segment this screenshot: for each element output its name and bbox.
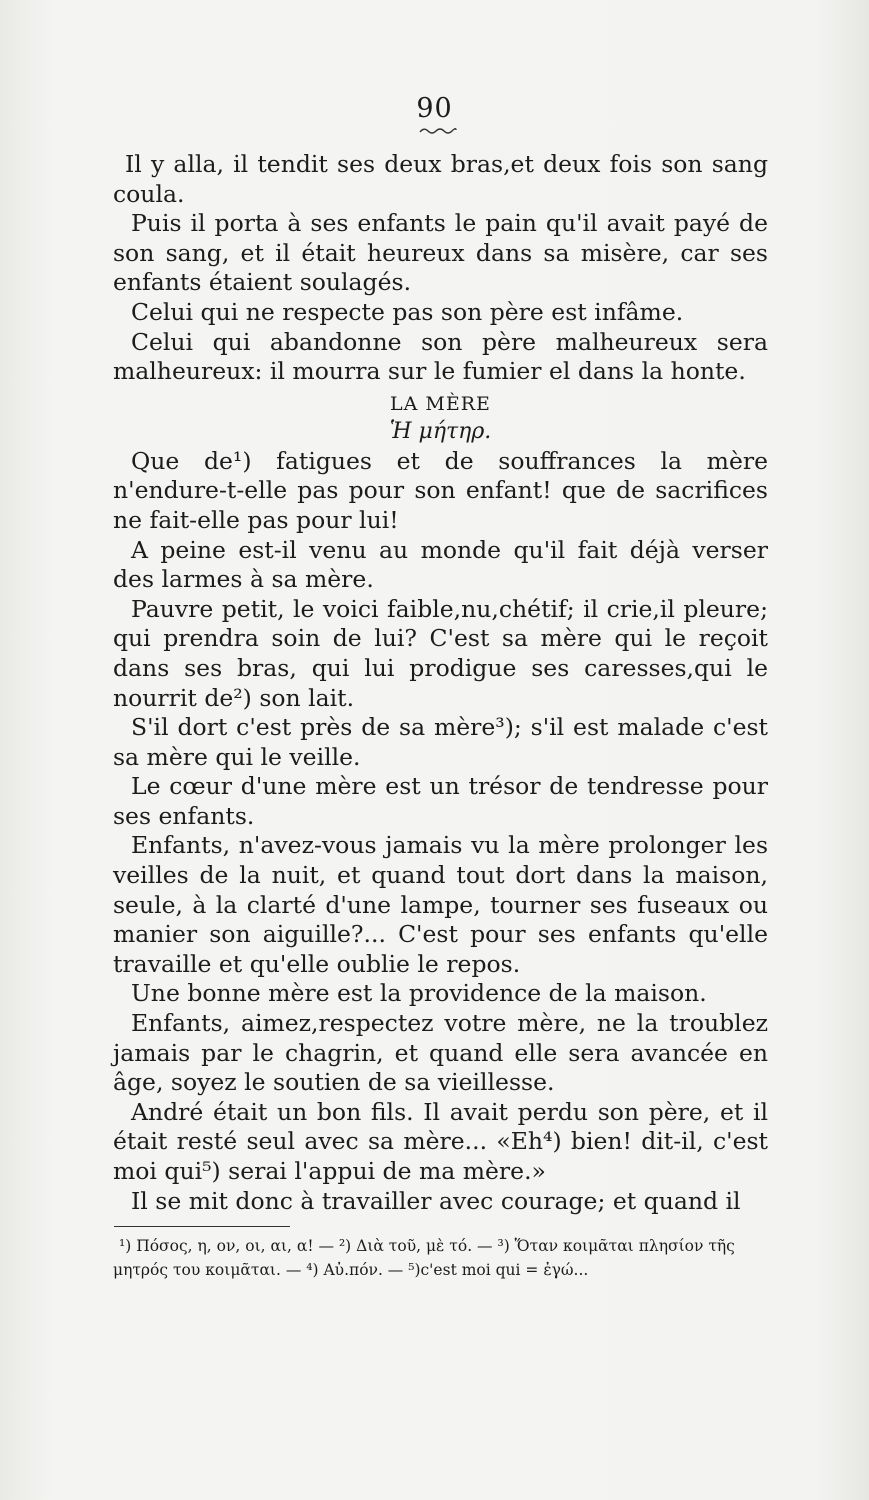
- paragraph: Que de¹) fatigues et de souffrances la mère n'endure-t-elle pas pour son enfant! que de sacrifices ne fait-elle pas pour lui!: [113, 446, 768, 534]
- page-number: 90: [416, 93, 453, 124]
- paragraph: Celui qui abandonne son père malheureux sera malheureux: il mourra sur le fumier el dans la honte.: [113, 327, 768, 386]
- paragraph: S'il dort c'est près de sa mère³); s'il est malade c'est sa mère qui le veille.: [113, 713, 768, 771]
- paragraph: Pauvre petit, le voici faible,nu,chétif; il crie,il pleure; qui prendra soin de lui? C'est sa mère qui le reçoit dans ses bras, qui lui prodigue ses caresses,qui le nourrit de²) son lait.: [113, 594, 768, 712]
- paragraph: Le cœur d'une mère est un trésor de tendresse pour ses enfants.: [113, 772, 768, 830]
- section-subheading: Ἡ μήτηρ.: [389, 418, 492, 444]
- footnotes: [113, 1234, 773, 1282]
- section-heading: LA MÈRE: [390, 392, 491, 415]
- paragraph: Il y alla, il tendit ses deux bras,et deux fois son sang coula.: [113, 150, 768, 208]
- paragraph: A peine est-il venu au monde qu'il fait déjà verser des larmes à sa mère.: [113, 535, 768, 594]
- paragraph: Celui qui ne respecte pas son père est infâme.: [131, 297, 684, 326]
- paragraph: Puis il porta à ses enfants le pain qu'il avait payé de son sang, et il était heureux dans sa misère, car ses enfants étaient soulagés.: [113, 209, 768, 297]
- paragraph: Il se mit donc à travailler avec courage; et quand il: [131, 1186, 741, 1215]
- tilde-ornament-icon: [418, 126, 458, 136]
- footnote-text: ¹) Πόσος, η, ον, οι, αι, α! — ²) Διὰ τοῦ, μὲ τό. — ³) Ὅταν κοιμᾶται πλησίον τῆς μητρός του κοιμᾶται. — ⁴) Αὐ.πόν. — ⁵)c'est moi qui = ἐγώ...: [113, 1237, 735, 1279]
- footnote-divider: [114, 1226, 290, 1227]
- body-text: [113, 150, 768, 1216]
- paragraph: Une bonne mère est la providence de la maison.: [131, 979, 707, 1008]
- paragraph: André était un bon fils. Il avait perdu son père, et il était resté seul avec sa mère... «Eh⁴) bien! dit-il, c'est moi qui⁵) serai l'appui de ma mère.»: [113, 1097, 768, 1185]
- paragraph: Enfants, aimez,respectez votre mère, ne la troublez jamais par le chagrin, et quand elle sera avancée en âge, soyez le soutien de sa vieillesse.: [113, 1009, 768, 1097]
- paragraph: Enfants, n'avez-vous jamais vu la mère prolonger les veilles de la nuit, et quand tout dort dans la maison, seule, à la clarté d'une lampe, tourner ses fuseaux ou manier son aiguille?... C'est pour ses enfants qu'elle travaille et qu'elle oublie le repos.: [113, 831, 768, 978]
